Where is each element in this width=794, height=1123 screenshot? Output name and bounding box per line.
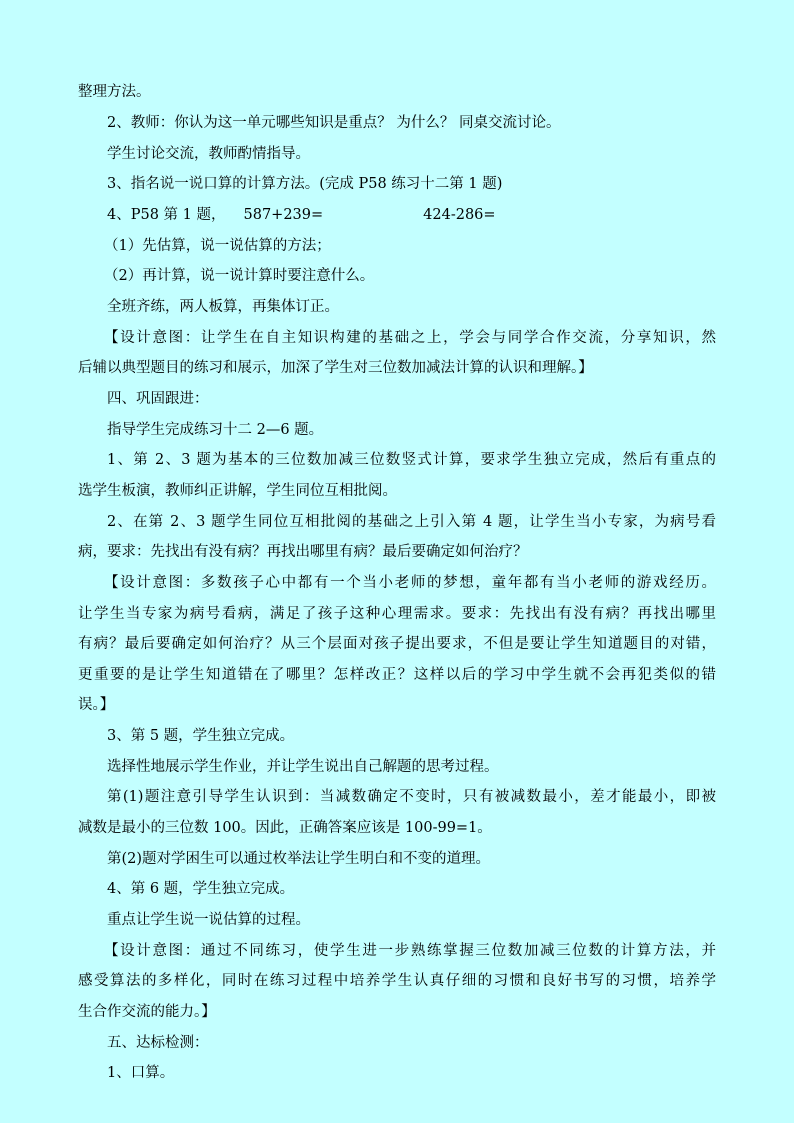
paragraph-line-calc [107, 205, 496, 225]
design-intent-line: 让学生当专家为病号看病，满足了孩子这种心理需求。要求：先找出有没有病？再找出哪里 [78, 606, 716, 622]
paragraph-line: 病，要求：先找出有没有病？再找出哪里有病？最后要确定如何治疗？ [78, 544, 528, 560]
calc-expression-1: 587+239= [243, 207, 324, 223]
paragraph-line: 第(2)题对学困生可以通过枚举法让学生明白和不变的道理。 [107, 851, 491, 867]
section-heading: 四、巩固跟进： [107, 391, 209, 407]
design-intent-line: 误。】 [78, 697, 115, 713]
design-intent-line: 更重要的是让学生知道错在了哪里？怎样改正？这样以后的学习中学生就不会再犯类似的错 [78, 667, 716, 683]
calc-expression-2: 424-286= [423, 207, 496, 223]
paragraph-line: 选择性地展示学生作业，并让学生说出自己解题的思考过程。 [107, 759, 499, 775]
paragraph-line: 指导学生完成练习十二 2—6 题。 [107, 422, 324, 438]
paragraph-line: 重点让学生说一说估算的过程。 [107, 912, 310, 928]
paragraph-line: 选学生板演，教师纠正讲解，学生同位互相批阅。 [78, 483, 397, 499]
paragraph-line: （2）再计算，说一说计算时要注意什么。 [104, 268, 375, 284]
design-intent-line: 【设计意图：多数孩子心中都有一个当小老师的梦想，童年都有当小老师的游戏经历。 [104, 575, 716, 591]
design-intent-line: 【设计意图：通过不同练习，使学生进一步熟练掌握三位数加减三位数的计算方法，并 [104, 943, 716, 959]
paragraph-line: 2、在第 2、3 题学生同位互相批阅的基础之上引入第 4 题，让学生当小专家，为病号看 [107, 514, 716, 530]
paragraph-line: 整理方法。 [78, 84, 151, 100]
paragraph-line: 全班齐练，两人板算，再集体订正。 [107, 299, 339, 315]
section-heading: 五、达标检测： [107, 1035, 209, 1051]
design-intent-line: 有病？最后要确定如何治疗？从三个层面对孩子提出要求，不但是要让学生知道题目的对错， [78, 636, 716, 652]
paragraph-line: 2、教师：你认为这一单元哪些知识是重点？ 为什么？ 同桌交流讨论。 [107, 115, 561, 131]
paragraph-line: 学生讨论交流，教师酌情指导。 [107, 146, 310, 162]
paragraph-line: 3、第 5 题，学生独立完成。 [107, 728, 295, 744]
paragraph-line: 1、第 2、3 题为基本的三位数加减三位数竖式计算，要求学生独立完成，然后有重点的 [107, 452, 716, 468]
paragraph-line: 4、第 6 题，学生独立完成。 [107, 881, 295, 897]
paragraph-line: 减数是最小的三位数 100。因此，正确答案应该是 100-99=1。 [78, 820, 492, 836]
paragraph-line: 3、指名说一说口算的计算方法。(完成 P58 练习十二第 1 题) [107, 176, 503, 192]
design-intent-line: 【设计意图：让学生在自主知识构建的基础之上，学会与同学合作交流，分享知识，然 [104, 330, 716, 346]
design-intent-line: 生合作交流的能力。】 [78, 1004, 216, 1020]
paragraph-line: 1、口算。 [107, 1065, 175, 1081]
paragraph-line: （1）先估算，说一说估算的方法； [104, 238, 331, 254]
calc-label: 4、P58 第 1 题， [107, 207, 226, 223]
design-intent-line: 感受算法的多样化，同时在练习过程中培养学生认真仔细的习惯和良好书写的习惯，培养学 [78, 973, 716, 989]
design-intent-line: 后辅以典型题目的练习和展示，加深了学生对三位数加减法计算的认识和理解。】 [78, 360, 593, 376]
paragraph-line: 第(1)题注意引导学生认识到：当减数确定不变时，只有被减数最小，差才能最小，即被 [107, 789, 716, 805]
